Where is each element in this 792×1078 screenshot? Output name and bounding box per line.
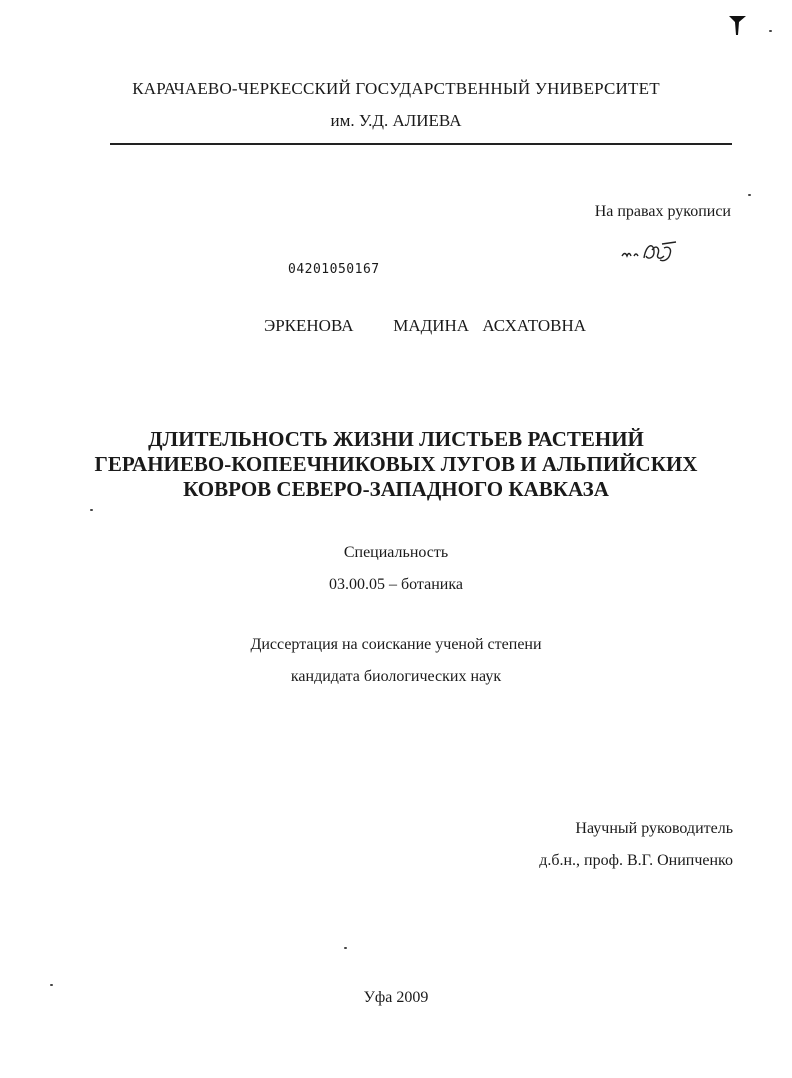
city-year: Уфа 2009 — [363, 989, 429, 1006]
scan-speck — [50, 984, 53, 986]
university-subtitle: им. У.Д. АЛИЕВА — [330, 111, 462, 130]
university-name: КАРАЧАЕВО-ЧЕРКЕССКИЙ ГОСУДАРСТВЕННЫЙ УНИВЕРСИТЕТ — [132, 79, 660, 98]
header-divider — [110, 143, 732, 145]
specialty-label: Специальность — [343, 544, 449, 561]
author-name: ЭРКЕНОВА МАДИНА АСХАТОВНА — [264, 316, 587, 335]
title-line: ДЛИТЕЛЬНОСТЬ ЖИЗНИ ЛИСТЬЕВ РАСТЕНИЙ — [148, 427, 644, 451]
dissertation-degree-line2: кандидата биологических наук — [290, 668, 502, 685]
scan-speck — [748, 194, 751, 196]
scan-speck — [344, 947, 347, 949]
manuscript-note: На правах рукописи — [594, 203, 731, 220]
scan-speck — [769, 30, 772, 32]
title-line: КОВРОВ СЕВЕРО-ЗАПАДНОГО КАВКАЗА — [183, 477, 609, 501]
dissertation-title — [0, 427, 792, 502]
title-line: ГЕРАНИЕВО-КОПЕЕЧНИКОВЫХ ЛУГОВ И АЛЬПИЙСКИХ — [94, 452, 698, 476]
handwritten-signature — [616, 236, 680, 266]
advisor-label: Научный руководитель — [575, 820, 733, 837]
dissertation-degree-line1: Диссертация на соискание ученой степени — [250, 636, 542, 653]
advisor-name: д.б.н., проф. В.Г. Онипченко — [539, 852, 733, 869]
scan-speck — [90, 509, 93, 511]
corner-scan-mark-icon — [728, 14, 748, 36]
specialty-code: 03.00.05 – ботаника — [329, 576, 463, 593]
catalog-number: 04201050167 — [288, 262, 380, 277]
